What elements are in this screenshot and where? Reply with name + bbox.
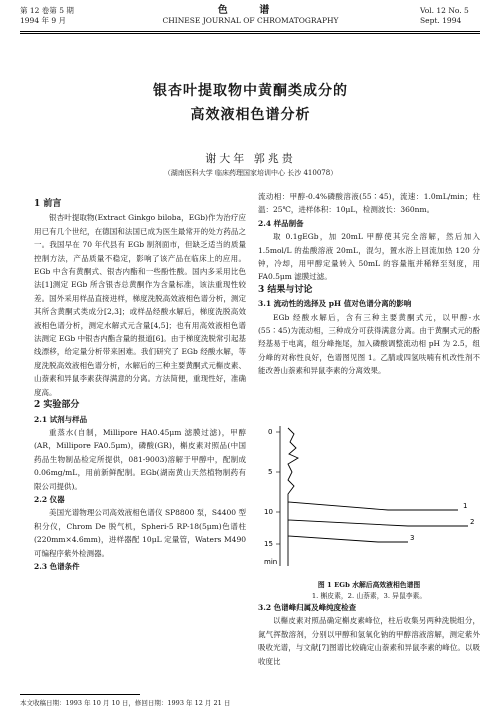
right-column-bottom	[258, 601, 480, 668]
section-heading-intro: 1 前言	[34, 199, 62, 209]
subsection-reagents: 2.1 试剂与样品	[34, 414, 88, 424]
paragraph-mobile-phase: EGb 经酸水解后，含有三种主要黄酮式元，以甲醇-水(55∶45)为流动相，三种成分可获得满意分离。由于黄酮式元的酚羟基易于电离，组分峰拖尾，加入磷酸调整流动相 pH 为 2.5，组分峰的对称性良好，色谱图见图 1。乙腈或四氢呋喃有机改性剂不能改善山萘素和异鼠李素的分离效果。	[258, 312, 480, 376]
axis-label-min: min	[264, 558, 278, 566]
header-rule	[20, 31, 480, 32]
subsection-peak-assignment: 3.2 色谱峰归属及峰纯度检查	[258, 603, 357, 612]
paragraph-reagents: 重蒸水(自制，Millipore HA0.45μm 滤膜过滤)，甲醇(AR，Millipore FA0.5μm)，磷酸(GR)，槲皮素对照品(中国药品生物制品检定所提供，081-9003)溶解于甲醇中，配制成 0.06mg/mL，用前新鲜配制。EGb(湖南黄山天然植物制药有限公司提供)。	[34, 427, 246, 491]
header-date: 1994 年 9 月	[20, 16, 67, 25]
header-date-en: Sept. 1994	[420, 16, 462, 25]
paper-title-line1: 银杏叶提取物中黄酮类成分的	[153, 83, 348, 99]
peak-label-2: 2	[470, 518, 475, 526]
paragraph-sample-prep: 取 0.1gEGb，加 20mL 甲醇使其完全溶解，然后加入 1.5mol/L 的盐酸溶液 20mL，混匀，置水浴上回流加热 120 分钟，冷却，用甲醇定量转入 50mL 的容量瓶并稀释至刻度，用 FA0.5μm 滤膜过滤。	[258, 232, 480, 282]
paragraph-conditions: 流动相：甲醇-0.4%磷酸溶液(55∶45)，流速：1.0mL/min；柱温：25℃，进样体积：10μL，检测波长：360nm。	[258, 192, 480, 215]
subsection-mobile-phase: 3.1 流动性的选择及 pH 值对色谱分离的影响	[258, 299, 412, 309]
figure-caption-legend: 1. 槲皮素，2. 山萘素，3. 异鼠李素。	[311, 592, 427, 600]
header-vol-en: Vol. 12 No. 5	[420, 6, 469, 15]
footer-rule	[20, 694, 140, 695]
header-vol-en-block	[420, 6, 469, 26]
section-heading-experimental: 2 实验部分	[34, 400, 80, 411]
figure-caption	[258, 580, 480, 602]
paragraph-peak-assignment: 以槲皮素对照品确定槲皮素峰位，柱后收集另两种洗脱组分，氮气挥散溶剂，分别以甲醇和氢氧化钠的甲醇溶液溶解，测定紫外吸收光谱，与文献[7]图谱比较确定山萘素和异鼠李素的峰位。以吸收度比	[258, 616, 480, 666]
subsection-conditions: 2.3 色谱条件	[34, 561, 80, 571]
paper-title-line2: 高效液相色谱分析	[190, 107, 311, 123]
tick-label-10: 10	[264, 508, 273, 516]
header-volume: 第 12 卷第 5 期	[20, 6, 74, 15]
chromatogram-figure	[258, 424, 480, 574]
footer-note: 本文收稿日期：1993 年 10 月 10 日，修回日期：1993 年 12 月 21 日	[20, 699, 231, 707]
section-heading-results: 3 结果与讨论	[258, 284, 313, 295]
figure-caption-title: 图 1 EGb 水解后高效液相色谱图	[317, 581, 421, 589]
subsection-instruments: 2.2 仪器	[34, 494, 65, 504]
right-column	[258, 190, 480, 378]
paragraph-intro: 银杏叶提取物(Extract Ginkgo biloba，EGb)作为治疗应用已有几个世纪，在德国和法国已成为医生最常开的处方药品之一。我国早在 70 年代县有 EGb 制剂面市，但缺乏适当的质量控制方法，产品质量不稳定，影响了该产品在临床上的应用。EGb 中含有黄酮式、银杏内酯和一些酚性酸。国内多采用比色法[1]测定 EGb 所含银杏总黄酮作为含量标准，该法重现性较差。国外采用样品直接进样，梯度洗脱高效液相色谱分析，测定其所含黄酮式类成分[2,3]；或样品经酸水解后，梯度洗脱高效液相色谱分析，测定水解式元含量[4,5]；也有用高效液相色谱法测定 EGb 中银杏内酯含量的报道[6]。由于梯度洗脱常引起基线漂移，给定量分析带来困难。我们研究了 EGb 经酸水解，等度洗脱高效液相色谱分析，水解后的三种主要黄酮式元槲皮素、山萘素和异鼠李素获得满意的分离。方法简便，重现性好，准确度高。	[34, 213, 246, 397]
header-rule-thin	[20, 33, 480, 34]
paper-authors: 谢大年 郭兆贵	[205, 152, 296, 165]
paper-affiliation: （湖南医科大学 临床药理国家培训中心 长沙 410078）	[163, 169, 338, 177]
peak-label-3: 3	[410, 534, 415, 542]
tick-label-5: 5	[268, 468, 273, 476]
subsection-sample-prep: 2.4 样品制备	[258, 218, 304, 228]
chromatogram-trace	[288, 428, 468, 566]
journal-name-cn: 色 谱	[217, 5, 284, 16]
tick-label-15: 15	[264, 540, 273, 548]
peak-label-1: 1	[463, 502, 468, 510]
paragraph-instruments: 美国光谱物理公司高效液相色谱仪 SP8800 泵，S4400 型积分仪，Chrom De 脱气机，Spheri-5 RP-18(5μm)色谱柱(220mm×4.6mm)，进样器配 10μL 定量管，Waters M490 可编程序紫外检测器。	[34, 508, 246, 558]
journal-name-en: CHINESE JOURNAL OF CHROMATOGRAPHY	[162, 16, 339, 25]
tick-label-0: 0	[268, 428, 273, 436]
left-column	[34, 198, 246, 573]
